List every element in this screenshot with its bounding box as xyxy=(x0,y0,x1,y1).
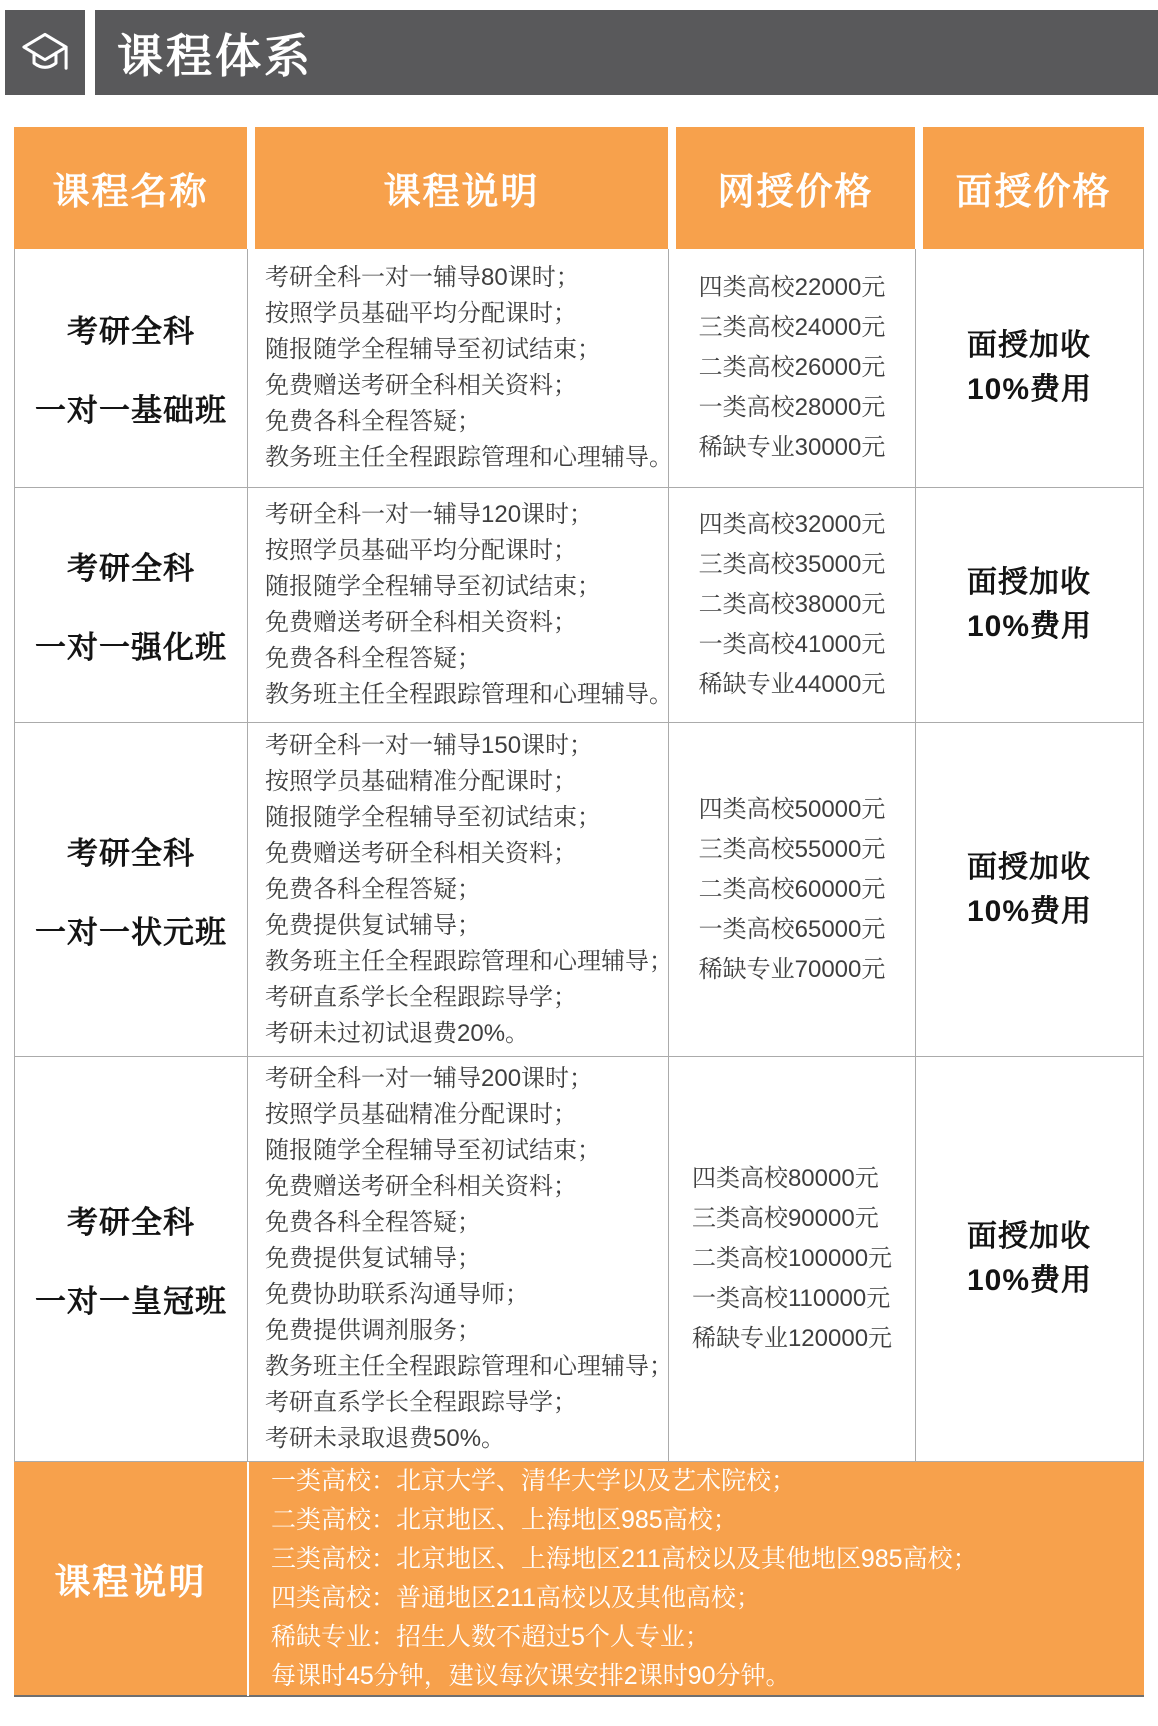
table-footer xyxy=(14,1462,1144,1697)
online-price-line: 四类高校22000元 xyxy=(698,274,886,301)
course-description-cell xyxy=(247,488,673,722)
offline-price-line: 10%费用 xyxy=(966,1264,1093,1297)
title-bar xyxy=(95,10,1158,95)
online-price-line: 二类高校100000元 xyxy=(691,1245,893,1272)
description-line: 考研直系学长全程跟踪导学； xyxy=(265,983,577,1011)
description-line: 随报随学全程辅导至初试结束； xyxy=(265,1137,601,1164)
online-price-line: 三类高校55000元 xyxy=(698,835,886,863)
description-line: 免费各科全程答疑； xyxy=(265,408,481,435)
description-line: 免费提供调剂服务； xyxy=(265,1317,481,1344)
page-title: 课程体系 xyxy=(117,29,313,82)
description-line: 免费协助联系沟通导师； xyxy=(265,1281,529,1308)
online-price-line: 稀缺专业70000元 xyxy=(698,955,886,983)
description-line: 按照学员基础平均分配课时； xyxy=(265,300,577,327)
offline-price-line: 10%费用 xyxy=(966,610,1093,643)
description-line: 免费赠送考研全科相关资料； xyxy=(265,609,577,636)
column-header-online-price: 网授价格 xyxy=(668,127,915,249)
description-line: 免费提供复试辅导； xyxy=(265,1245,481,1272)
course-name-cell xyxy=(14,723,247,1056)
online-price-line: 三类高校90000元 xyxy=(691,1205,879,1232)
footer-note-line: 二类高校：北京地区、上海地区985高校； xyxy=(271,1506,738,1534)
column-header-course-description: 课程说明 xyxy=(247,127,668,249)
online-price-line: 四类高校80000元 xyxy=(691,1165,879,1192)
footer-notes xyxy=(247,1462,1144,1696)
graduation-cap-icon xyxy=(18,26,72,80)
logo-box xyxy=(5,10,85,95)
online-price-line: 一类高校65000元 xyxy=(698,915,886,943)
description-line: 教务班主任全程跟踪管理和心理辅导。 xyxy=(265,681,673,708)
description-line: 免费各科全程答疑； xyxy=(265,875,481,903)
description-line: 考研直系学长全程跟踪导学； xyxy=(265,1389,577,1416)
description-line: 随报随学全程辅导至初试结束； xyxy=(265,573,601,600)
online-price-cell xyxy=(668,723,915,1056)
online-price-line: 稀缺专业44000元 xyxy=(698,671,886,698)
description-line: 随报随学全程辅导至初试结束； xyxy=(265,803,601,831)
description-line: 考研全科一对一辅导150课时； xyxy=(265,731,594,759)
online-price-cell xyxy=(668,249,915,487)
footer-note-line: 四类高校：普通地区211高校以及其他高校； xyxy=(271,1584,761,1612)
table-row xyxy=(14,249,1144,488)
description-line: 教务班主任全程跟踪管理和心理辅导； xyxy=(265,1353,673,1380)
page-header xyxy=(5,10,1158,95)
offline-price-cell xyxy=(915,488,1144,722)
online-price-line: 三类高校24000元 xyxy=(698,314,886,341)
course-name-cell xyxy=(14,1057,247,1461)
description-line: 随报随学全程辅导至初试结束； xyxy=(265,336,601,363)
offline-price-line: 10%费用 xyxy=(966,894,1093,928)
course-table xyxy=(14,127,1144,1697)
description-line: 按照学员基础精准分配课时； xyxy=(265,767,577,795)
description-line: 教务班主任全程跟踪管理和心理辅导； xyxy=(265,947,673,975)
course-name-cell xyxy=(14,249,247,487)
offline-price-line: 面授加收 xyxy=(966,850,1091,884)
description-line: 考研未录取退费50%。 xyxy=(265,1425,506,1452)
online-price-line: 二类高校26000元 xyxy=(698,354,886,381)
online-price-line: 二类高校60000元 xyxy=(698,875,886,903)
online-price-line: 四类高校32000元 xyxy=(698,511,886,538)
online-price-line: 二类高校38000元 xyxy=(698,591,886,618)
offline-price-cell xyxy=(915,249,1144,487)
description-line: 按照学员基础平均分配课时； xyxy=(265,537,577,564)
description-line: 考研全科一对一辅导120课时； xyxy=(265,501,594,528)
description-line: 教务班主任全程跟踪管理和心理辅导。 xyxy=(265,444,673,471)
table-header-row xyxy=(14,127,1144,249)
column-header-course-name: 课程名称 xyxy=(14,127,247,249)
table-row xyxy=(14,723,1144,1057)
course-name-line: 一对一皇冠班 xyxy=(35,1284,227,1319)
course-name-line: 考研全科 xyxy=(67,1205,195,1240)
online-price-line: 稀缺专业30000元 xyxy=(698,434,886,461)
online-price-line: 一类高校41000元 xyxy=(698,631,886,658)
online-price-line: 一类高校110000元 xyxy=(691,1285,891,1312)
table-body xyxy=(14,249,1144,1462)
online-price-line: 一类高校28000元 xyxy=(698,394,886,421)
table-row xyxy=(14,1057,1144,1462)
description-line: 考研全科一对一辅导80课时； xyxy=(265,264,580,291)
online-price-line: 稀缺专业120000元 xyxy=(691,1325,893,1352)
course-description-cell xyxy=(247,249,673,487)
description-line: 免费提供复试辅导； xyxy=(265,911,481,939)
course-description-cell xyxy=(247,723,673,1056)
description-line: 考研全科一对一辅导200课时； xyxy=(265,1065,594,1092)
description-line: 免费各科全程答疑； xyxy=(265,645,481,672)
description-line: 免费赠送考研全科相关资料； xyxy=(265,372,577,399)
online-price-cell xyxy=(668,488,915,722)
description-line: 考研未过初试退费20%。 xyxy=(265,1019,530,1047)
offline-price-cell xyxy=(915,723,1144,1056)
course-name-line: 考研全科 xyxy=(67,835,195,871)
course-name-line: 一对一强化班 xyxy=(35,630,227,665)
online-price-line: 三类高校35000元 xyxy=(698,551,886,578)
course-name-line: 考研全科 xyxy=(67,551,195,586)
offline-price-line: 面授加收 xyxy=(966,1220,1091,1253)
offline-price-line: 面授加收 xyxy=(966,329,1091,362)
description-line: 免费赠送考研全科相关资料； xyxy=(265,1173,577,1200)
footer-note-line: 三类高校：北京地区、上海地区211高校以及其他地区985高校； xyxy=(271,1545,978,1573)
footer-note-line: 一类高校：北京大学、清华大学以及艺术院校； xyxy=(271,1467,797,1495)
offline-price-cell xyxy=(915,1057,1144,1461)
description-line: 免费各科全程答疑； xyxy=(265,1209,481,1236)
online-price-cell xyxy=(668,1057,915,1461)
offline-price-line: 10%费用 xyxy=(966,373,1093,406)
footer-note-line: 每课时45分钟，建议每次课安排2课时90分钟。 xyxy=(271,1662,791,1690)
offline-price-line: 面授加收 xyxy=(966,566,1091,599)
footer-label: 课程说明 xyxy=(54,1560,207,1602)
online-price-line: 四类高校50000元 xyxy=(698,795,886,823)
column-header-offline-price: 面授价格 xyxy=(915,127,1144,249)
course-name-line: 一对一状元班 xyxy=(35,914,227,950)
course-name-line: 考研全科 xyxy=(67,314,195,349)
description-line: 按照学员基础精准分配课时； xyxy=(265,1101,577,1128)
description-line: 免费赠送考研全科相关资料； xyxy=(265,839,577,867)
footer-note-line: 稀缺专业：招生人数不超过5个人专业； xyxy=(271,1623,710,1651)
course-description-cell xyxy=(247,1057,673,1461)
table-row xyxy=(14,488,1144,723)
course-name-cell xyxy=(14,488,247,722)
course-name-line: 一对一基础班 xyxy=(35,393,227,428)
